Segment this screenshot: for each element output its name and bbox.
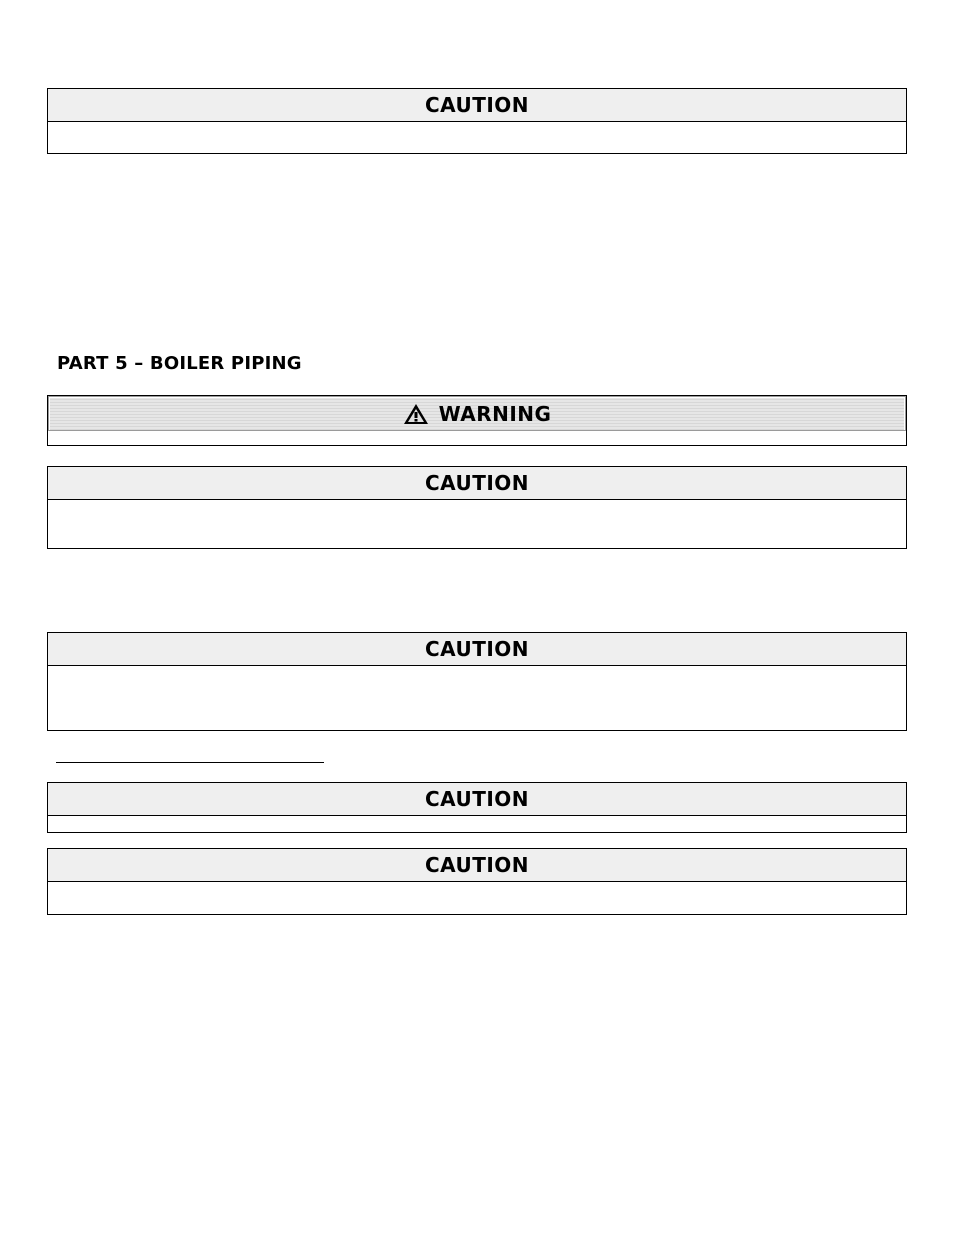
caution-box-4 bbox=[47, 782, 907, 833]
caution-box-5 bbox=[47, 848, 907, 915]
caution-header-5 bbox=[48, 849, 906, 882]
caution-box-1 bbox=[47, 88, 907, 154]
caution-header-3 bbox=[48, 633, 906, 666]
caution-body-1 bbox=[48, 122, 906, 153]
caution-header-2 bbox=[48, 467, 906, 500]
caution-header-1 bbox=[48, 89, 906, 122]
caution-box-3 bbox=[47, 632, 907, 731]
caution-title-3: CAUTION bbox=[424, 637, 530, 661]
caution-title-2: CAUTION bbox=[424, 471, 530, 495]
warning-title-1: WARNING bbox=[438, 402, 552, 426]
caution-body-4 bbox=[48, 816, 906, 832]
caution-body-5 bbox=[48, 882, 906, 914]
caution-body-3 bbox=[48, 666, 906, 730]
caution-box-2 bbox=[47, 466, 907, 549]
caution-body-2 bbox=[48, 500, 906, 548]
warning-body-1 bbox=[48, 431, 906, 445]
caution-title-1: CAUTION bbox=[424, 93, 530, 117]
underline-rule bbox=[56, 762, 324, 763]
caution-title-5: CAUTION bbox=[424, 853, 530, 877]
section-heading: PART 5 – BOILER PIPING bbox=[57, 353, 302, 374]
warning-header-1 bbox=[48, 396, 906, 431]
warning-triangle-icon bbox=[403, 403, 429, 425]
caution-title-4: CAUTION bbox=[424, 787, 530, 811]
caution-header-4 bbox=[48, 783, 906, 816]
warning-box-1 bbox=[47, 395, 907, 446]
